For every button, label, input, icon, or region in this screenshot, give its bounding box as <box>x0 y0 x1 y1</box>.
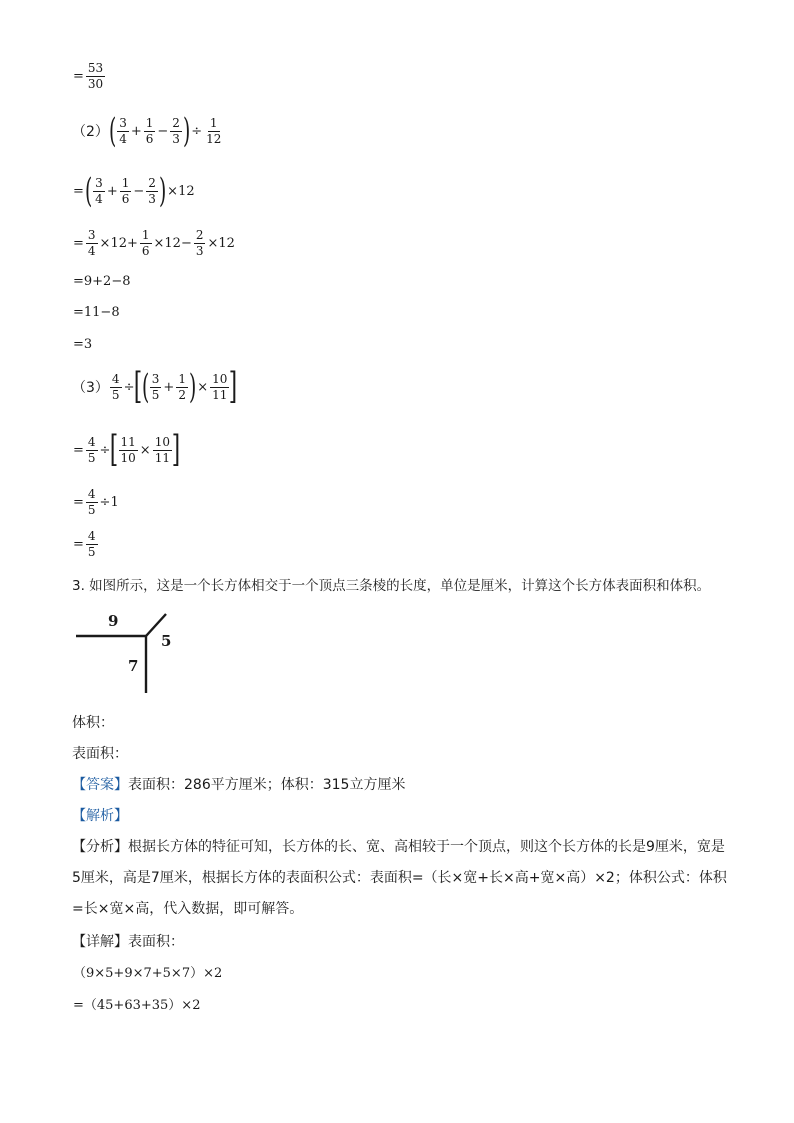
step-line: =11−8 <box>73 305 120 320</box>
analysis-tag: 【解析】 <box>72 808 128 824</box>
step-line: =9+2−8 <box>73 274 131 289</box>
step-line: = $\frac{4}{5}$ <box>73 529 96 559</box>
xiangjie-tag: 【详解】 <box>72 934 128 950</box>
label-length: 9 <box>108 612 119 630</box>
fenxi-text: 根据长方体的特征可知，长方体的长、宽、高相较于一个顶点，则这个长方体的长是9厘米，宽是5厘米，高是7厘米，根据长方体的表面积公式：表面积=（长×宽+长×高+宽×高）×2；体积公式：体积=长×宽×高，代入数据，即可解答。 <box>72 839 727 917</box>
step-line: = ( 3 4 + $\frac{1}{6}$ − $\frac{2}{3}$ ) ×12 <box>73 171 195 211</box>
answer-text: 表面积：286平方厘米；体积：315立方厘米 <box>128 777 406 793</box>
question-3-text: 3. 如图所示，这是一个长方体相交于一个顶点三条棱的长度，单位是厘米，计算这个长方体表面积和体积。 <box>72 578 711 594</box>
calc-line: =（45+63+35）×2 <box>73 998 201 1013</box>
step-line: = $\frac{3}{4}$ ×12+ $\frac{1}{6}$ ×12− $\frac{2}{3}$ ×12 <box>73 228 235 258</box>
step-line: = $\frac{53}{30}$ <box>73 61 104 91</box>
step-line: = $\frac{4}{5}$ ÷1 <box>73 487 119 517</box>
calc-line: （9×5+9×7+5×7）×2 <box>73 966 223 981</box>
fenxi-tag: 【分析】 <box>72 839 128 855</box>
label-height: 7 <box>128 657 139 675</box>
answer-line <box>72 774 405 794</box>
surface-label: 表面积： <box>72 746 128 762</box>
volume-label: 体积： <box>72 715 114 731</box>
answer-tag: 【答案】 <box>72 777 128 793</box>
step-line: = $\frac{4}{5}$ ÷ [ $\frac{11}{10}$ × $\frac{10}{11}$ ] <box>73 429 181 470</box>
problem-3: （3） $\frac{4}{5}$ ÷ [ ( 3 5 + $\frac{1}{2}$ ) × $\frac{10}{11}$ ] <box>72 366 238 407</box>
analysis-paragraph <box>72 832 732 925</box>
xiangjie-line: 【详解】 表面积： <box>72 931 184 951</box>
fraction: $\frac{53}{30}$ <box>87 61 104 91</box>
problem-2: （2） ( 3 4 + $\frac{1}{6}$ − $\frac{2}{3}$ ) ÷ $\frac{1}{12}$ <box>72 111 222 151</box>
label-width: 5 <box>161 632 172 650</box>
step-line: =3 <box>73 337 93 352</box>
cuboid-edges-figure <box>70 605 190 697</box>
